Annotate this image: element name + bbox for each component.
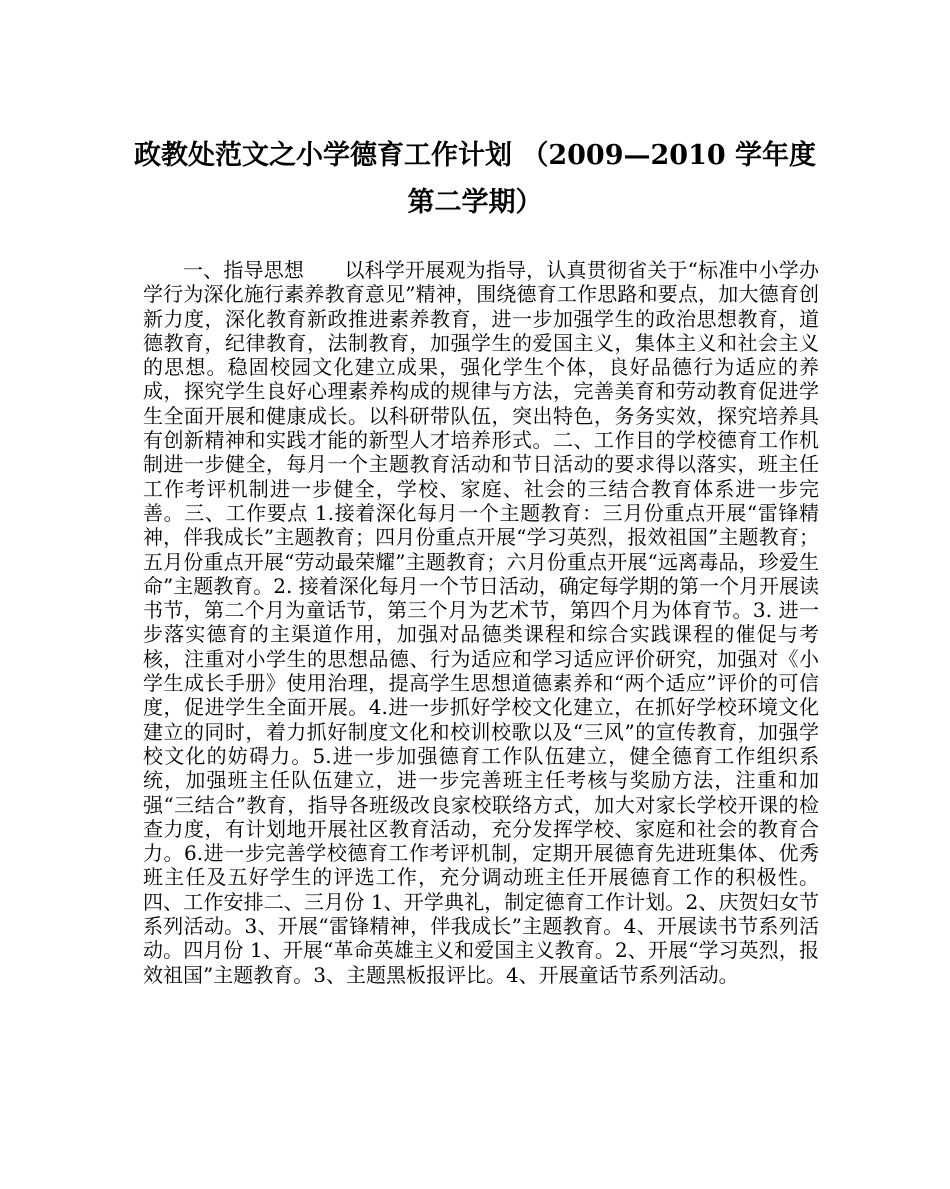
body-paragraph: 一、指导思想 以科学开展观为指导，认真贯彻省关于“标准中小学办学行为深化施行素养教育意见”精神，围绕德育工作思路和要点，加大德育创新力度，深化教育新政推进素养教育，进一步加强学生的政治思想教育，道德教育，纪律教育，法制教育，加强学生的爱国主义，集体主义和社会主义的思想。稳固校园文化建立成果，强化学生个体，良好品德行为适应的养成，探究学生良好心理素养构成的规律与方法，完善美育和劳动教育促进学生全面开展和健康成长。以科研带队伍，突出特色，务务实效，探究培养具有创新精神和实践才能的新型人才培养形式。二、工作目的学校德育工作机制进一步健全，每月一个主题教育活动和节日活动的要求得以落实，班主任工作考评机制进一步健全，学校、家庭、社会的三结合教育体系进一步完善。三、工作要点 1.接着深化每月一个主题教育：三月份重点开展“雷锋精神，伴我成长”主题教育；四月份重点开展“学习英烈，报效祖国”主题教育；五月份重点开展“劳动最荣耀”主题教育；六月份重点开展“远离毒品，珍爱生命”主题教育。2. 接着深化每月一个节日活动，确定每学期的第一个月开展读书节，第二个月为童话节，第三个月为艺术节，第四个月为体育节。3. 进一步落实德育的主渠道作用，加强对品德类课程和综合实践课程的催促与考核，注重对小学生的思想品德、行为适应和学习适应评价研究，加强对《小学生成长手册》使用治理，提高学生思想道德素养和“两个适应”评价的可信度，促进学生全面开展。4.进一步抓好学校文化建立，在抓好学校环境文化建立的同时，着力抓好制度文化和校训校歌以及“三风”的宣传教育，加强学校文化的妨碍力。5.进一步加强德育工作队伍建立，健全德育工作组织系统，加强班主任队伍建立，进一步完善班主任考核与奖励方法，注重和加强“三结合”教育，指导各班级改良家校联络方式，加大对家长学校开课的检查力度，有计划地开展社区教育活动，充分发挥学校、家庭和社会的教育合力。6.进一步完善学校德育工作考评机制，定期开展德育先进班集体、优秀班主任及五好学生的评选工作，充分调动班主任开展德育工作的积极性。四、工作安排二、三月份 1、开学典礼，制定德育工作计划。2、庆贺妇女节系列活动。3、开展“雷锋精神，伴我成长”主题教育。4、开展读书节系列活动。四月份 1、开展“革命英雄主义和爱国主义教育。2、开展“学习英烈，报效祖国”主题教育。3、主题黑板报评比。4、开展童话节系列活动。 (143, 258, 819, 987)
document-title (120, 132, 830, 226)
title-line-1: 政教处范文之小学德育工作计划 （2009—2010 学年度 (133, 140, 817, 171)
title-line-2: 第二学期） (407, 187, 543, 218)
